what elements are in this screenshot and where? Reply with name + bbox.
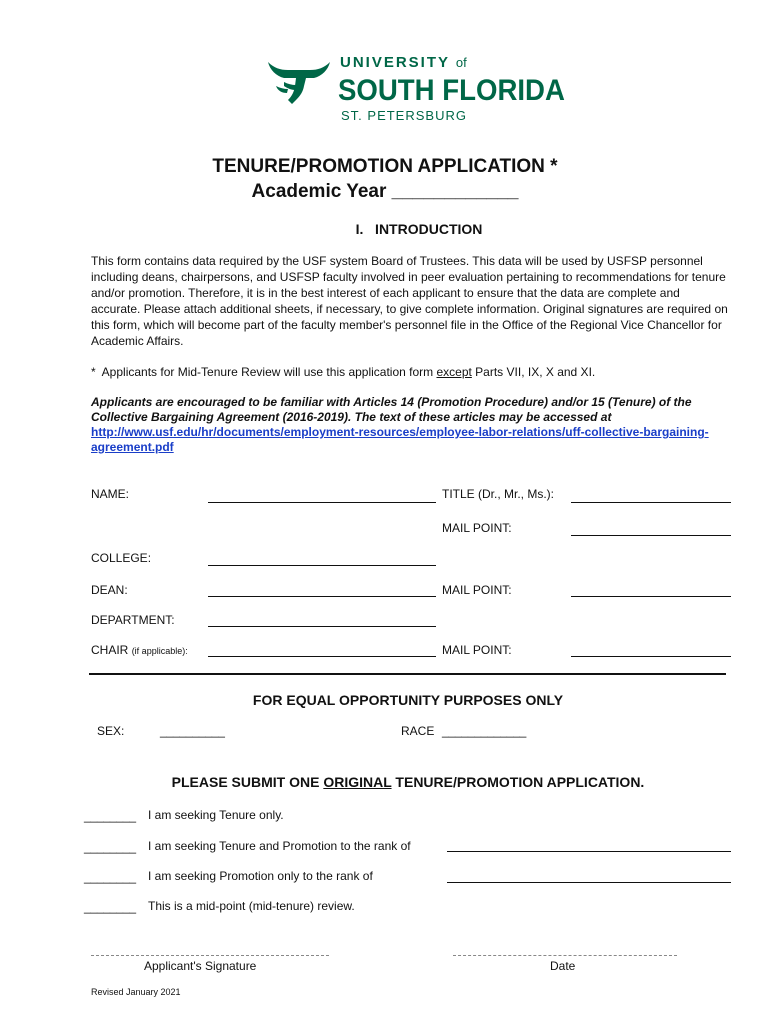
cba-notice: Applicants are encouraged to be familiar with Articles 14 (Promotion Procedure) and/or 15 (Tenure) of the Collective Bargaining Agreement (2016-2019). The text of these articles may be accessed at: [91, 395, 692, 424]
submit-instruction: [0, 774, 770, 790]
chair-label-text: CHAIR: [91, 643, 129, 657]
promotion-only-label: I am seeking Promotion only to the rank of: [148, 869, 373, 883]
page-title: TENURE/PROMOTION APPLICATION *: [212, 156, 558, 177]
intro-paragraph: This form contains data required by the USF system Board of Trustees. This data will be used by USFSP personnel including deans, chairpersons, and USFSP faculty involved in peer evaluation pertaining to recommendations for tenure and/or promotion. Therefore, it is in the best interest of each applicant to ensure that the data are complete and accurate. Please attach additional sheets, if necessary, to give complete information. Original signatures are required on this form, which will become part of the faculty member's personnel file in the Office of the Regional Vice Chancellor for Academic Affairs.: [91, 254, 728, 348]
submit-original: ORIGINAL: [323, 774, 392, 790]
chair-field[interactable]: [208, 656, 436, 657]
eeo-heading: FOR EQUAL OPPORTUNITY PURPOSES ONLY: [252, 692, 564, 708]
logo-university-text: UNIVERSITY of: [340, 54, 467, 71]
mail-point-field[interactable]: [571, 535, 731, 536]
race-field[interactable]: _____________: [442, 724, 527, 738]
title-field[interactable]: [571, 502, 731, 503]
dean-label: DEAN:: [91, 583, 128, 597]
mid-point-check[interactable]: ________: [84, 900, 136, 914]
logo-campus-text: ST. PETERSBURG: [341, 108, 467, 123]
mail-point-label: MAIL POINT:: [442, 521, 512, 535]
mid-point-label: This is a mid-point (mid-tenure) review.: [148, 899, 355, 913]
race-label: RACE: [401, 724, 435, 738]
chair-mail-point-field[interactable]: [571, 656, 731, 657]
academic-year-line: Academic Year ____________: [251, 181, 519, 202]
mid-tenure-note: [91, 365, 595, 379]
name-label: NAME:: [91, 487, 130, 501]
title-label: TITLE (Dr., Mr., Ms.):: [442, 487, 554, 501]
tenure-promotion-rank-field[interactable]: [447, 851, 731, 852]
tenure-only-check[interactable]: ________: [84, 809, 136, 823]
promotion-only-check[interactable]: ________: [84, 870, 136, 884]
department-field[interactable]: [208, 626, 436, 627]
chair-note: (if applicable):: [131, 646, 188, 656]
applicant-signature-field[interactable]: [91, 955, 329, 956]
section-divider: [89, 673, 726, 675]
college-field[interactable]: [208, 565, 436, 566]
logo-of-text: of: [455, 55, 467, 70]
cba-link[interactable]: http://www.usf.edu/hr/documents/employment-resources/employee-labor-relations/uff-collective-bargaining-agreement.pdf: [91, 425, 709, 454]
intro-heading: I. INTRODUCTION: [355, 221, 483, 237]
chair-mail-point-label: MAIL POINT:: [442, 643, 512, 657]
dean-mail-point-label: MAIL POINT:: [442, 583, 512, 597]
revised-date: Revised January 2021: [91, 987, 181, 997]
sex-field[interactable]: __________: [160, 724, 225, 738]
dean-mail-point-field[interactable]: [571, 596, 731, 597]
date-field[interactable]: [453, 955, 677, 956]
note-except: except: [436, 365, 472, 379]
name-field[interactable]: [208, 502, 436, 503]
tenure-only-label: I am seeking Tenure only.: [148, 808, 284, 822]
note-parts: Parts VII, IX, X and XI.: [471, 365, 596, 379]
note-text: * Applicants for Mid-Tenure Review will use this application form: [91, 365, 437, 379]
tenure-promotion-label: I am seeking Tenure and Promotion to the rank of: [148, 839, 411, 853]
submit-pre: PLEASE SUBMIT ONE: [171, 774, 324, 790]
sex-label: SEX:: [97, 724, 125, 738]
logo-south-florida-text: SOUTH FLORIDA: [338, 74, 565, 107]
dean-field[interactable]: [208, 596, 436, 597]
submit-post: TENURE/PROMOTION APPLICATION.: [391, 774, 645, 790]
department-label: DEPARTMENT:: [91, 613, 175, 627]
tenure-promotion-check[interactable]: ________: [84, 840, 136, 854]
date-label: Date: [550, 959, 576, 973]
applicant-signature-label: Applicant's Signature: [144, 959, 257, 973]
chair-label: [91, 643, 188, 657]
usf-bull-logo-icon: [266, 56, 332, 106]
promotion-only-rank-field[interactable]: [447, 882, 731, 883]
college-label: COLLEGE:: [91, 551, 152, 565]
